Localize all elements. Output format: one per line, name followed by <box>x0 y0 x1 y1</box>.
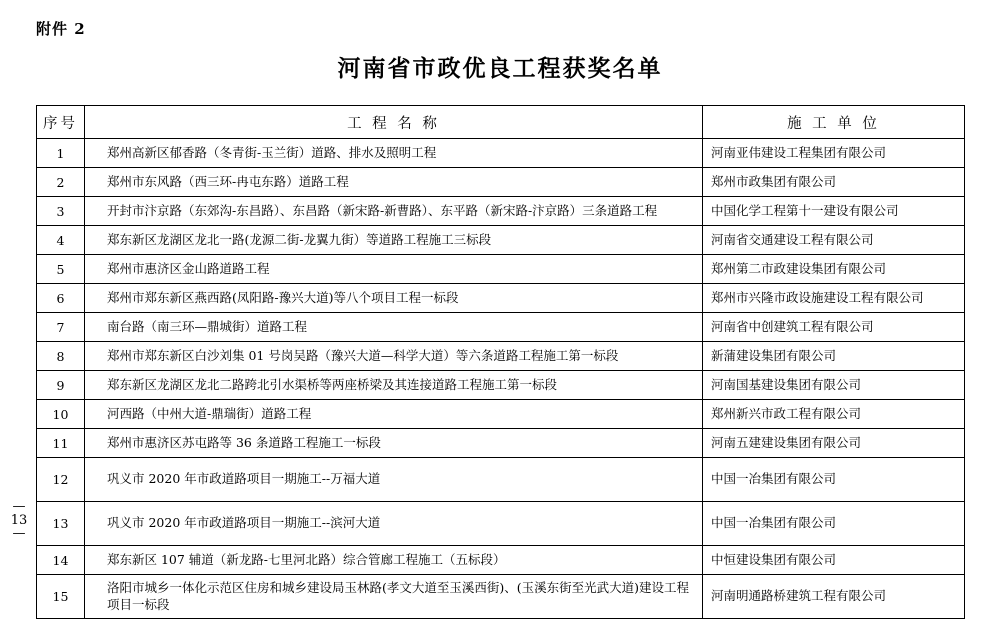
row-project-name: 郑州市郑东新区燕西路(凤阳路-豫兴大道)等八个项目工程一标段 <box>85 284 703 313</box>
table-body <box>37 139 965 619</box>
row-project-name: 郑东新区 107 辅道（新龙路-七里河北路）综合管廊工程施工（五标段） <box>85 546 703 575</box>
page-title: 河南省市政优良工程获奖名单 <box>337 55 663 82</box>
row-no: 11 <box>37 429 85 458</box>
row-project-name: 开封市汴京路（东郊沟-东昌路）、东昌路（新宋路-新曹路）、东平路（新宋路-汴京路）三条道路工程 <box>85 197 703 226</box>
table-row <box>37 400 965 429</box>
row-no: 1 <box>37 139 85 168</box>
table-row <box>37 575 965 619</box>
row-project-name: 洛阳市城乡一体化示范区住房和城乡建设局玉林路(孝文大道至玉溪西街)、(玉溪东街至光武大道)建设工程项目一标段 <box>85 575 703 619</box>
row-project-name: 郑州高新区郁香路（冬青街-玉兰街）道路、排水及照明工程 <box>85 139 703 168</box>
table-row <box>37 313 965 342</box>
row-unit: 河南国基建设集团有限公司 <box>703 371 965 400</box>
table-row <box>37 458 965 502</box>
row-no: 5 <box>37 255 85 284</box>
row-unit: 河南五建建设集团有限公司 <box>703 429 965 458</box>
row-project-name: 郑州市东风路（西三环-冉屯东路）道路工程 <box>85 168 703 197</box>
row-unit: 河南省交通建设工程有限公司 <box>703 226 965 255</box>
row-project-name: 巩义市 2020 年市政道路项目一期施工--滨河大道 <box>85 502 703 546</box>
side-page-number-text: — 13 — <box>10 499 28 542</box>
table-row <box>37 502 965 546</box>
row-no: 12 <box>37 458 85 502</box>
row-no: 15 <box>37 575 85 619</box>
award-list-table <box>36 105 965 619</box>
table-row <box>37 255 965 284</box>
table-row <box>37 168 965 197</box>
row-project-name: 郑州市惠济区金山路道路工程 <box>85 255 703 284</box>
row-unit: 中国化学工程第十一建设有限公司 <box>703 197 965 226</box>
table-header-row <box>37 106 965 139</box>
table-row <box>37 342 965 371</box>
row-no: 10 <box>37 400 85 429</box>
row-unit: 郑州第二市政建设集团有限公司 <box>703 255 965 284</box>
table-row <box>37 197 965 226</box>
row-project-name: 南台路（南三环—鼎城街）道路工程 <box>85 313 703 342</box>
row-project-name: 河西路（中州大道-鼎瑞街）道路工程 <box>85 400 703 429</box>
table-row <box>37 371 965 400</box>
row-no: 9 <box>37 371 85 400</box>
row-project-name: 郑东新区龙湖区龙北二路跨北引水渠桥等两座桥梁及其连接道路工程施工第一标段 <box>85 371 703 400</box>
row-unit: 中国一冶集团有限公司 <box>703 502 965 546</box>
row-unit: 新蒲建设集团有限公司 <box>703 342 965 371</box>
row-no: 8 <box>37 342 85 371</box>
row-no: 7 <box>37 313 85 342</box>
row-unit: 郑州市政集团有限公司 <box>703 168 965 197</box>
row-project-name: 郑东新区龙湖区龙北一路(龙源二街-龙翼九街）等道路工程施工三标段 <box>85 226 703 255</box>
row-no: 6 <box>37 284 85 313</box>
side-page-number <box>8 500 30 541</box>
attachment-label: 附件 2 <box>36 20 86 38</box>
row-unit: 郑州市兴隆市政设施建设工程有限公司 <box>703 284 965 313</box>
row-no: 2 <box>37 168 85 197</box>
row-no: 14 <box>37 546 85 575</box>
row-unit: 河南省中创建筑工程有限公司 <box>703 313 965 342</box>
table-row <box>37 139 965 168</box>
row-unit: 河南亚伟建设工程集团有限公司 <box>703 139 965 168</box>
column-header-project-name: 工 程 名 称 <box>85 106 703 139</box>
row-no: 3 <box>37 197 85 226</box>
column-header-unit: 施 工 单 位 <box>703 106 965 139</box>
table-row <box>37 429 965 458</box>
table-row <box>37 284 965 313</box>
row-project-name: 巩义市 2020 年市政道路项目一期施工--万福大道 <box>85 458 703 502</box>
row-unit: 河南明通路桥建筑工程有限公司 <box>703 575 965 619</box>
table-row <box>37 226 965 255</box>
row-unit: 郑州新兴市政工程有限公司 <box>703 400 965 429</box>
table-row <box>37 546 965 575</box>
row-project-name: 郑州市惠济区苏屯路等 36 条道路工程施工一标段 <box>85 429 703 458</box>
row-unit: 中恒建设集团有限公司 <box>703 546 965 575</box>
column-header-no: 序号 <box>37 106 85 139</box>
row-no: 13 <box>37 502 85 546</box>
row-no: 4 <box>37 226 85 255</box>
row-project-name: 郑州市郑东新区白沙刘集 01 号岗吴路（豫兴大道—科学大道）等六条道路工程施工第一标段 <box>85 342 703 371</box>
row-unit: 中国一冶集团有限公司 <box>703 458 965 502</box>
